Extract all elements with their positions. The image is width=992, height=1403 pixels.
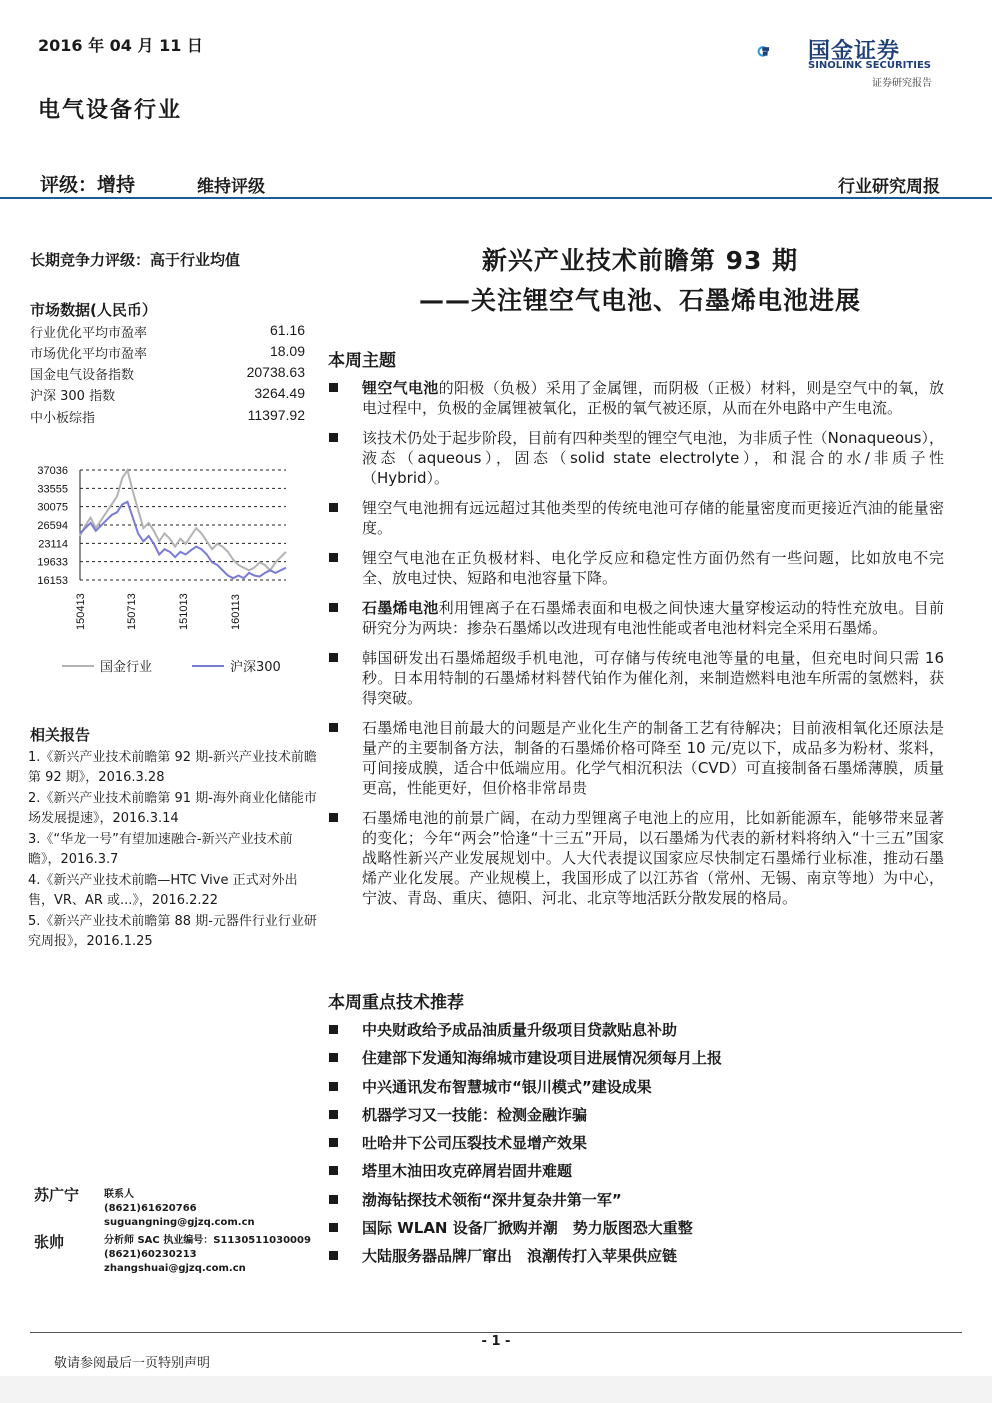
related-report-link[interactable]: 2.《新兴产业技术前瞻第 91 期-海外商业化储能市场发展提速》，2016.3.14 xyxy=(28,791,317,826)
bullet-square-icon xyxy=(329,1223,338,1232)
analyst-role: 分析师 SAC 执业编号：S1130511030009 xyxy=(104,1235,311,1246)
legend-item xyxy=(62,656,152,675)
market-label: 市场优化平均市盈率 xyxy=(30,347,148,362)
related-report-link[interactable]: 1.《新兴产业技术前瞻第 92 期-新兴产业技术前瞻第 92 期》，2016.3.28 xyxy=(28,750,317,785)
legend-label: 国金行业 xyxy=(100,660,153,675)
analyst-role: 联系人 xyxy=(104,1189,134,1200)
x-tick-label: 160113 xyxy=(230,594,242,630)
theme-bullet xyxy=(328,648,944,708)
industry-name: 电气设备行业 xyxy=(38,98,183,123)
tech-item[interactable]: 国际 WLAN 设备厂掀购并潮 势力版图恐大重整 xyxy=(328,1218,944,1246)
rating-label: 评级：增持 xyxy=(40,174,136,196)
theme-bullets xyxy=(328,378,944,918)
market-data-title: 市场数据(人民币） xyxy=(30,301,157,319)
market-label: 沪深 300 指数 xyxy=(30,389,116,404)
rating-action: 维持评级 xyxy=(197,177,265,197)
bullet-square-icon xyxy=(329,1195,338,1204)
analyst-contact xyxy=(104,1234,311,1276)
legend-swatch xyxy=(192,665,224,667)
bullet-square-icon xyxy=(329,1166,338,1175)
bullet-square-icon xyxy=(329,1082,338,1091)
market-row xyxy=(30,364,305,383)
theme-bullet xyxy=(328,378,944,418)
tech-item[interactable]: 吐哈井下公司压裂技术显增产效果 xyxy=(328,1133,944,1161)
theme-bullet xyxy=(328,718,944,798)
market-value: 11397.92 xyxy=(247,407,305,423)
bullet-square-icon xyxy=(329,723,338,732)
logo-subtitle: 证券研究报告 xyxy=(872,78,932,89)
logo-text-cn: 国金证券 xyxy=(808,39,901,64)
bullet-text: 石墨烯电池的前景广阔，在动力型锂离子电池上的应用，比如新能源车，能够带来显著的变化；今年“两会”恰逢“十三五”开局，以石墨烯为代表的新材料将纳入“十三五”国家战略性新兴产业发展规划中。人大代表提议国家应尽快制定石墨烯行业标准，推动石墨烯产业化发展。产业规模上，我国形成了以江苏省（常州、无锡、南京等地）为中心，宁波、青岛、重庆、德阳、河北、北京等地活跃分散发展的格局。 xyxy=(362,809,944,907)
related-report-link[interactable]: 4.《新兴产业技术前瞻—HTC Vive 正式对外出售，VR、AR 或...》，2016.2.22 xyxy=(28,873,298,908)
legend-label: 沪深300 xyxy=(230,660,281,675)
y-tick-label: 33555 xyxy=(37,483,68,496)
bullet-square-icon xyxy=(329,383,338,392)
market-row xyxy=(30,407,305,426)
market-value: 3264.49 xyxy=(254,385,305,401)
market-label: 行业优化平均市盈率 xyxy=(30,326,148,341)
bullet-text: 该技术仍处于起步阶段，目前有四种类型的锂空气电池，为非质子性（Nonaqueous），液态（aqueous），固态（solid state electrolyte），和混合的水/非质子性（Hybrid）。 xyxy=(362,429,944,487)
bullet-square-icon xyxy=(329,603,338,612)
y-tick-label: 30075 xyxy=(37,501,68,514)
market-row xyxy=(30,385,305,404)
bullet-square-icon xyxy=(329,1053,338,1062)
page-number: - 1 - xyxy=(481,1334,511,1349)
market-label: 国金电气设备指数 xyxy=(30,368,135,383)
market-row xyxy=(30,322,305,341)
bullet-lead: 石墨烯电池 xyxy=(362,599,439,617)
bullet-square-icon xyxy=(329,433,338,442)
bullet-square-icon xyxy=(329,1110,338,1119)
tech-item[interactable]: 渤海钻探技术领衔“深井复杂井第一军” xyxy=(328,1190,944,1218)
bullet-square-icon xyxy=(329,653,338,662)
y-tick-label: 26594 xyxy=(37,520,68,532)
analyst-email[interactable]: suguangning@gjzq.com.cn xyxy=(104,1217,255,1228)
bullet-text: 利用锂离子在石墨烯表面和电极之间快速大量穿梭运动的特性充放电。目前研究分为两块：掺杂石墨烯以改进现有电池性能或者电池材料完全采用石墨烯。 xyxy=(362,599,944,637)
related-reports-title: 相关报告 xyxy=(30,726,91,744)
bullet-lead: 锂空气电池 xyxy=(362,379,439,397)
tech-item[interactable]: 塔里木油田攻克碎屑岩固井难题 xyxy=(328,1161,944,1189)
bullet-text: 韩国研发出石墨烯超级手机电池，可存储与传统电池等量的电量，但充电时间只需 16 秒。日本用特制的石墨烯材料替代铂作为催化剂，来制造燃料电池车所需的氢燃料，获得突破。 xyxy=(362,649,944,707)
theme-bullet xyxy=(328,548,944,588)
tech-item[interactable]: 中兴通讯发布智慧城市“银川模式”建设成果 xyxy=(328,1077,944,1105)
theme-bullet xyxy=(328,808,944,908)
analyst-contact xyxy=(104,1188,255,1230)
tech-item[interactable]: 住建部下发通知海绵城市建设项目进展情况须每月上报 xyxy=(328,1048,944,1076)
footer-divider xyxy=(30,1332,962,1333)
longterm-rating: 长期竞争力评级：高于行业均值 xyxy=(30,251,241,269)
tech-item[interactable]: 大陆服务器品牌厂窜出 浪潮传打入苹果供应链 xyxy=(328,1246,944,1274)
bullet-square-icon xyxy=(329,553,338,562)
market-value: 18.09 xyxy=(269,343,305,359)
x-tick-label: 150413 xyxy=(75,593,87,630)
bottom-band xyxy=(0,1376,992,1403)
bullet-text: 石墨烯电池目前最大的问题是产业化生产的制备工艺有待解决；目前液相氧化还原法是量产的主要制备方法，制备的石墨烯价格可降至 10 元/克以下，成品多为粉材、浆料，可间接成膜，适合中低端应用。化学气相沉积法（CVD）可直接制备石墨烯薄膜，质量更高，性能更好，但价格非常昂贵 xyxy=(362,719,944,797)
related-reports-list xyxy=(28,748,320,953)
market-label: 中小板综指 xyxy=(30,411,96,426)
market-value: 20738.63 xyxy=(246,364,305,380)
legend-swatch xyxy=(62,665,94,667)
related-report-link[interactable]: 5.《新兴产业技术前瞻第 88 期-元器件行业行业研究周报》，2016.1.25 xyxy=(28,914,317,949)
market-value: 61.16 xyxy=(269,322,305,338)
bullet-text: 锂空气电池在正负极材料、电化学反应和稳定性方面仍然有一些问题，比如放电不完全、放电过快、短路和电池容量下降。 xyxy=(362,549,944,587)
y-tick-label: 37036 xyxy=(37,465,68,477)
series-line xyxy=(80,470,286,570)
tech-item[interactable]: 中央财政给予成品油质量升级项目贷款贴息补助 xyxy=(328,1020,944,1048)
legend-item xyxy=(192,656,281,675)
index-line-chart xyxy=(28,455,298,635)
disclaimer: 敬请参阅最后一页特别声明 xyxy=(54,1356,211,1371)
report-subtitle: ——关注锂空气电池、石墨烯电池进展 xyxy=(418,286,861,315)
x-tick-label: 150713 xyxy=(126,593,138,630)
logo-text-en: SINOLINK SECURITIES xyxy=(808,60,931,71)
bullet-square-icon xyxy=(329,1025,338,1034)
sinolink-logo-icon xyxy=(757,30,807,76)
tech-item[interactable]: 机器学习又一技能：检测金融诈骗 xyxy=(328,1105,944,1133)
tech-list xyxy=(328,1020,944,1275)
theme-bullet xyxy=(328,598,944,638)
bullet-text: 锂空气电池拥有远远超过其他类型的传统电池可存储的能量密度而更接近汽油的能量密度。 xyxy=(362,499,944,537)
bullet-square-icon xyxy=(329,1138,338,1147)
tech-section-title: 本周重点技术推荐 xyxy=(328,993,464,1013)
theme-bullet xyxy=(328,428,944,488)
y-tick-label: 16153 xyxy=(37,575,68,587)
bullet-square-icon xyxy=(329,813,338,822)
related-report-link[interactable]: 3.《“华龙一号”有望加速融合-新兴产业技术前瞻》，2016.3.7 xyxy=(28,832,293,867)
report-type: 行业研究周报 xyxy=(838,177,940,197)
report-title: 新兴产业技术前瞻第 93 期 xyxy=(481,246,799,275)
y-tick-label: 19633 xyxy=(37,556,68,569)
y-tick-label: 23114 xyxy=(38,538,68,551)
header-divider xyxy=(0,197,992,199)
market-row xyxy=(30,343,305,362)
analyst-name: 张帅 xyxy=(34,1233,65,1251)
bullet-square-icon xyxy=(329,503,338,512)
analyst-email[interactable]: zhangshuai@gjzq.com.cn xyxy=(104,1263,246,1274)
report-date: 2016 年 04 月 11 日 xyxy=(38,36,203,55)
bullet-text: 的阳极（负极）采用了金属锂，而阴极（正极）材料，则是空气中的氧，放电过程中，负极的金属锂被氧化，正极的氧气被还原，从而在外电路中产生电流。 xyxy=(362,379,944,417)
analyst-name: 苏广宁 xyxy=(34,1186,80,1204)
theme-section-title: 本周主题 xyxy=(328,351,396,371)
bullet-square-icon xyxy=(329,1251,338,1260)
analyst-phone: (8621)60230213 xyxy=(104,1249,197,1260)
chart-legend xyxy=(62,656,302,675)
theme-bullet xyxy=(328,498,944,538)
x-tick-label: 151013 xyxy=(178,593,190,630)
analyst-phone: (8621)61620766 xyxy=(104,1203,197,1214)
